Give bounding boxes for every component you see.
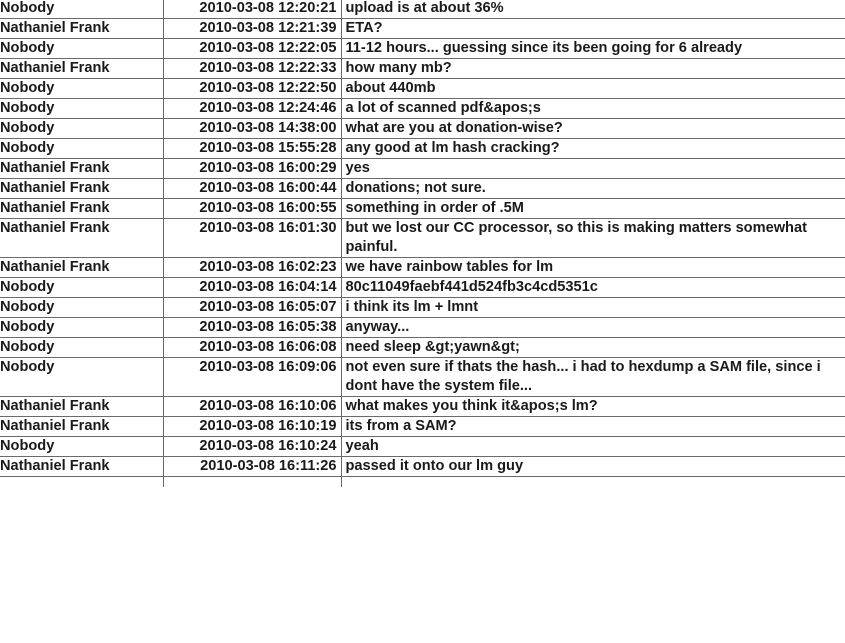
table-row xyxy=(0,199,845,219)
table-row xyxy=(0,179,845,199)
timestamp-cell: 2010-03-08 12:20:21 xyxy=(163,0,341,19)
table-row xyxy=(0,338,845,358)
message-cell: its from a SAM? xyxy=(341,417,845,437)
timestamp-cell: 2010-03-08 12:22:05 xyxy=(163,39,341,59)
time-cell-clipped xyxy=(163,477,341,488)
timestamp-cell: 2010-03-08 16:02:23 xyxy=(163,258,341,278)
timestamp-cell: 2010-03-08 15:55:28 xyxy=(163,139,341,159)
message-cell: passed it onto our lm guy xyxy=(341,457,845,477)
timestamp-cell: 2010-03-08 16:05:07 xyxy=(163,298,341,318)
table-row xyxy=(0,59,845,79)
message-cell: 80c11049faebf441d524fb3c4cd5351c xyxy=(341,278,845,298)
timestamp-cell: 2010-03-08 16:09:06 xyxy=(163,358,341,397)
timestamp-cell: 2010-03-08 16:06:08 xyxy=(163,338,341,358)
message-cell: a lot of scanned pdf&apos;s xyxy=(341,99,845,119)
table-row xyxy=(0,417,845,437)
author-cell: Nathaniel Frank xyxy=(0,417,163,437)
timestamp-cell: 2010-03-08 16:10:06 xyxy=(163,397,341,417)
message-cell: we have rainbow tables for lm xyxy=(341,258,845,278)
timestamp-cell: 2010-03-08 16:10:24 xyxy=(163,437,341,457)
table-row xyxy=(0,219,845,258)
message-cell: donations; not sure. xyxy=(341,179,845,199)
table-row xyxy=(0,159,845,179)
timestamp-cell: 2010-03-08 12:22:33 xyxy=(163,59,341,79)
timestamp-cell: 2010-03-08 12:24:46 xyxy=(163,99,341,119)
timestamp-cell: 2010-03-08 16:04:14 xyxy=(163,278,341,298)
author-cell: Nobody xyxy=(0,298,163,318)
message-cell: but we lost our CC processor, so this is making matters somewhat painful. xyxy=(341,219,845,258)
message-cell: need sleep &gt;yawn&gt; xyxy=(341,338,845,358)
timestamp-cell: 2010-03-08 16:00:55 xyxy=(163,199,341,219)
timestamp-cell: 2010-03-08 16:00:44 xyxy=(163,179,341,199)
table-row xyxy=(0,99,845,119)
author-cell: Nobody xyxy=(0,338,163,358)
message-cell: yeah xyxy=(341,437,845,457)
author-cell-clipped xyxy=(0,477,163,488)
message-cell: ETA? xyxy=(341,19,845,39)
author-cell: Nathaniel Frank xyxy=(0,457,163,477)
author-cell: Nobody xyxy=(0,318,163,338)
message-cell: anyway... xyxy=(341,318,845,338)
table-row xyxy=(0,19,845,39)
table-row-clipped xyxy=(0,477,845,488)
message-cell: any good at lm hash cracking? xyxy=(341,139,845,159)
author-cell: Nobody xyxy=(0,0,163,19)
author-cell: Nobody xyxy=(0,358,163,397)
message-cell: about 440mb xyxy=(341,79,845,99)
author-cell: Nathaniel Frank xyxy=(0,219,163,258)
timestamp-cell: 2010-03-08 12:22:50 xyxy=(163,79,341,99)
message-cell: how many mb? xyxy=(341,59,845,79)
timestamp-cell: 2010-03-08 16:11:26 xyxy=(163,457,341,477)
author-cell: Nathaniel Frank xyxy=(0,19,163,39)
table-row xyxy=(0,79,845,99)
author-cell: Nathaniel Frank xyxy=(0,397,163,417)
table-row xyxy=(0,358,845,397)
message-cell: not even sure if thats the hash... i had to hexdump a SAM file, since i dont have the system file... xyxy=(341,358,845,397)
message-cell: something in order of .5M xyxy=(341,199,845,219)
author-cell: Nobody xyxy=(0,119,163,139)
message-cell: yes xyxy=(341,159,845,179)
author-cell: Nathaniel Frank xyxy=(0,159,163,179)
author-cell: Nobody xyxy=(0,99,163,119)
timestamp-cell: 2010-03-08 16:00:29 xyxy=(163,159,341,179)
table-row xyxy=(0,278,845,298)
message-cell-clipped xyxy=(341,477,845,488)
author-cell: Nobody xyxy=(0,278,163,298)
message-cell: upload is at about 36% xyxy=(341,0,845,19)
message-cell: i think its lm + lmnt xyxy=(341,298,845,318)
table-row xyxy=(0,318,845,338)
timestamp-cell: 2010-03-08 14:38:00 xyxy=(163,119,341,139)
author-cell: Nobody xyxy=(0,79,163,99)
table-row xyxy=(0,258,845,278)
message-cell: what are you at donation-wise? xyxy=(341,119,845,139)
timestamp-cell: 2010-03-08 16:05:38 xyxy=(163,318,341,338)
table-row xyxy=(0,119,845,139)
timestamp-cell: 2010-03-08 12:21:39 xyxy=(163,19,341,39)
table-row xyxy=(0,457,845,477)
author-cell: Nobody xyxy=(0,39,163,59)
author-cell: Nobody xyxy=(0,437,163,457)
author-cell: Nathaniel Frank xyxy=(0,179,163,199)
table-row xyxy=(0,397,845,417)
table-row xyxy=(0,39,845,59)
author-cell: Nobody xyxy=(0,139,163,159)
message-cell: 11-12 hours... guessing since its been going for 6 already xyxy=(341,39,845,59)
author-cell: Nathaniel Frank xyxy=(0,199,163,219)
table-row xyxy=(0,0,845,19)
message-cell: what makes you think it&apos;s lm? xyxy=(341,397,845,417)
timestamp-cell: 2010-03-08 16:10:19 xyxy=(163,417,341,437)
author-cell: Nathaniel Frank xyxy=(0,258,163,278)
table-row xyxy=(0,298,845,318)
author-cell: Nathaniel Frank xyxy=(0,59,163,79)
table-row xyxy=(0,437,845,457)
timestamp-cell: 2010-03-08 16:01:30 xyxy=(163,219,341,258)
table-row xyxy=(0,139,845,159)
